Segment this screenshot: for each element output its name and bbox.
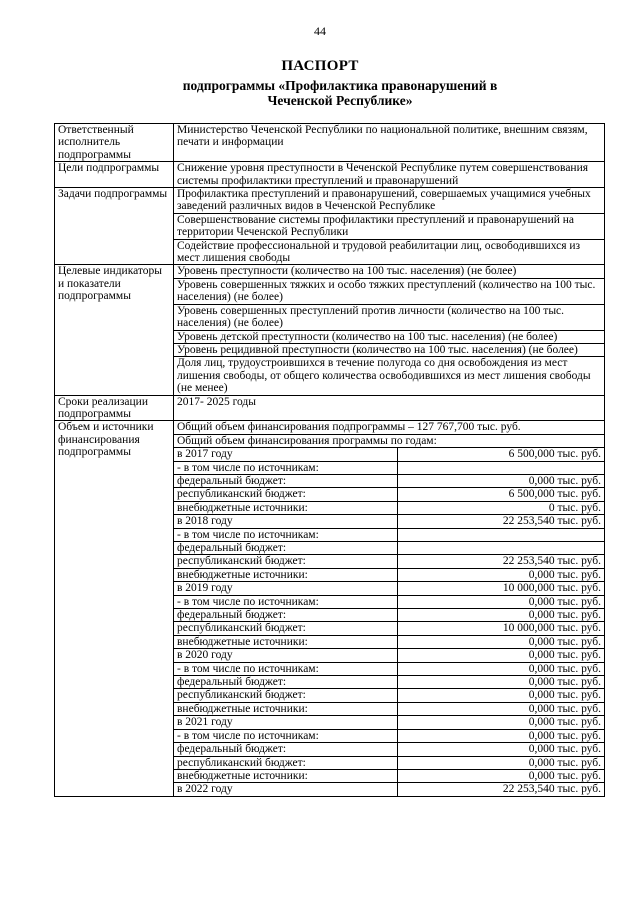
financing-line [174,729,604,742]
financing-line [174,743,604,756]
financing-line-label: федеральный бюджет: [174,474,398,487]
row-financing [55,421,605,796]
financing-line-value: 0,000 тыс. руб. [398,595,604,608]
financing-line-value: 22 253,540 тыс. руб. [398,783,604,796]
task-item: Совершенствование системы профилактики преступлений и правонарушений на территории Чеченской Республики [174,214,604,240]
financing-total-row [174,421,604,434]
financing-line [174,528,604,541]
financing-line-label: республиканский бюджет: [174,488,398,501]
financing-line-label: - в том числе по источникам: [174,595,398,608]
executor-label: Ответственный исполнитель подпрограммы [55,124,174,162]
financing-line [174,716,604,729]
financing-line-label: федеральный бюджет: [174,609,398,622]
financing-line-value: 0,000 тыс. руб. [398,662,604,675]
goals-label: Цели подпрограммы [55,162,174,188]
financing-line-label: федеральный бюджет: [174,676,398,689]
financing-line-value: 0,000 тыс. руб. [398,769,604,782]
financing-line-label: республиканский бюджет: [174,689,398,702]
indicator-item: Доля лиц, трудоустроившихся в течение полугода со дня освобождения из мест лишения свободы, от общего количества освободившихся из мест лишения свободы (не менее) [177,357,591,395]
financing-line-value: 0,000 тыс. руб. [398,689,604,702]
tasks-list [174,188,605,265]
financing-line-value: 22 253,540 тыс. руб. [398,555,604,568]
financing-line [174,488,604,501]
financing-line [174,769,604,782]
financing-line-value: 0,000 тыс. руб. [398,474,604,487]
indicators-list [174,265,605,395]
financing-line-value [398,542,604,555]
financing-line-value: 10 000,000 тыс. руб. [398,582,604,595]
financing-line-label: внебюджетные источники: [174,702,398,715]
financing-line-label: внебюджетные источники: [174,769,398,782]
financing-line-label: федеральный бюджет: [174,542,398,555]
financing-line [174,622,604,635]
financing-line-label: в 2019 году [174,582,398,595]
financing-line-value: 0,000 тыс. руб. [398,609,604,622]
financing-line [174,609,604,622]
terms-label: Сроки реализации подпрограммы [55,395,174,421]
financing-line-label: в 2021 году [174,716,398,729]
financing-line-label: - в том числе по источникам: [174,729,398,742]
goals-value: Снижение уровня преступности в Чеченской Республике путем совершенствования системы профилактики преступлений и правонарушений [174,162,605,188]
financing-line-label: внебюджетные источники: [174,635,398,648]
financing-line-label: федеральный бюджет: [174,743,398,756]
passport-table [54,123,605,797]
financing-table [174,421,604,795]
financing-line-value: 0,000 тыс. руб. [398,743,604,756]
financing-line [174,635,604,648]
indicator-item: Уровень совершенных преступлений против личности (количество на 100 тыс. населения) (не более) [174,305,604,331]
financing-line [174,568,604,581]
financing-line-value: 0,000 тыс. руб. [398,635,604,648]
financing-line [174,555,604,568]
tasks-label: Задачи подпрограммы [55,188,174,265]
financing-line-value: 0 тыс. руб. [398,501,604,514]
financing-line-value: 0,000 тыс. руб. [398,676,604,689]
financing-line-label: республиканский бюджет: [174,555,398,568]
row-tasks [55,188,605,265]
financing-line-label: внебюджетные источники: [174,501,398,514]
row-terms [55,395,605,421]
indicator-item: Уровень детской преступности (количество на 100 тыс. населения) (не более) [174,331,604,344]
financing-line [174,461,604,474]
financing-line-label: в 2018 году [174,515,398,528]
financing-line [174,595,604,608]
financing-line [174,649,604,662]
financing-line [174,501,604,514]
financing-by-years-row [174,434,604,447]
financing-line [174,448,604,461]
financing-line [174,676,604,689]
financing-line-label: - в том числе по источникам: [174,662,398,675]
financing-line-label: в 2020 году [174,649,398,662]
financing-line-value: 0,000 тыс. руб. [398,756,604,769]
financing-line-label: в 2022 году [174,783,398,796]
page-number: 44 [314,24,326,38]
document-subtitle: подпрограммы «Профилактика правонарушений в Чеченской Республике» [182,78,498,108]
row-indicators [55,265,605,395]
financing-by-years: Общий объем финансирования программы по годам: [174,434,604,447]
financing-line-value [398,528,604,541]
indicator-item: Уровень преступности (количество на 100 тыс. населения) (не более) [174,265,604,278]
financing-line-value: 22 253,540 тыс. руб. [398,515,604,528]
financing-line-label: в 2017 году [174,448,398,461]
financing-line-value: 0,000 тыс. руб. [398,568,604,581]
terms-value: 2017- 2025 годы [174,395,605,421]
financing-line-value: 0,000 тыс. руб. [398,702,604,715]
financing-line-value [398,461,604,474]
financing-line-value: 0,000 тыс. руб. [398,729,604,742]
financing-line [174,702,604,715]
executor-value: Министерство Чеченской Республики по национальной политике, внешним связям, печати и информации [174,124,605,162]
financing-line-value: 6 500,000 тыс. руб. [398,488,604,501]
financing-line [174,474,604,487]
financing-total: Общий объем финансирования подпрограммы – 127 767,700 тыс. руб. [174,421,604,434]
financing-line [174,689,604,702]
indicator-item: Уровень совершенных тяжких и особо тяжких преступлений (количество на 100 тыс. населения) (не более) [174,279,604,305]
task-item: Профилактика преступлений и правонарушений, совершаемых учащимися учебных заведений различных видов в Чеченской Республике [174,188,604,214]
indicator-item: Уровень рецидивной преступности (количество на 100 тыс. населения) (не более) [174,344,604,357]
row-goals [55,162,605,188]
financing-cell [174,421,605,796]
financing-line [174,542,604,555]
financing-line [174,783,604,796]
row-executor [55,124,605,162]
financing-line-label: республиканский бюджет: [174,622,398,635]
financing-line-label: республиканский бюджет: [174,756,398,769]
financing-line [174,662,604,675]
financing-line-value: 0,000 тыс. руб. [398,649,604,662]
financing-line [174,515,604,528]
financing-line [174,756,604,769]
financing-line-value: 0,000 тыс. руб. [398,716,604,729]
financing-line-value: 6 500,000 тыс. руб. [398,448,604,461]
financing-line-label: - в том числе по источникам: [174,461,398,474]
financing-line [174,582,604,595]
financing-line-label: - в том числе по источникам: [174,528,398,541]
document-title: ПАСПОРТ [281,58,359,74]
financing-label: Объем и источники финансирования подпрограммы [55,421,174,796]
financing-line-label: внебюджетные источники: [174,568,398,581]
financing-line-value: 10 000,000 тыс. руб. [398,622,604,635]
indicators-label: Целевые индикаторы и показатели подпрограммы [55,265,174,395]
task-item: Содействие профессиональной и трудовой реабилитации лиц, освободившихся из мест лишения свободы [177,239,581,265]
